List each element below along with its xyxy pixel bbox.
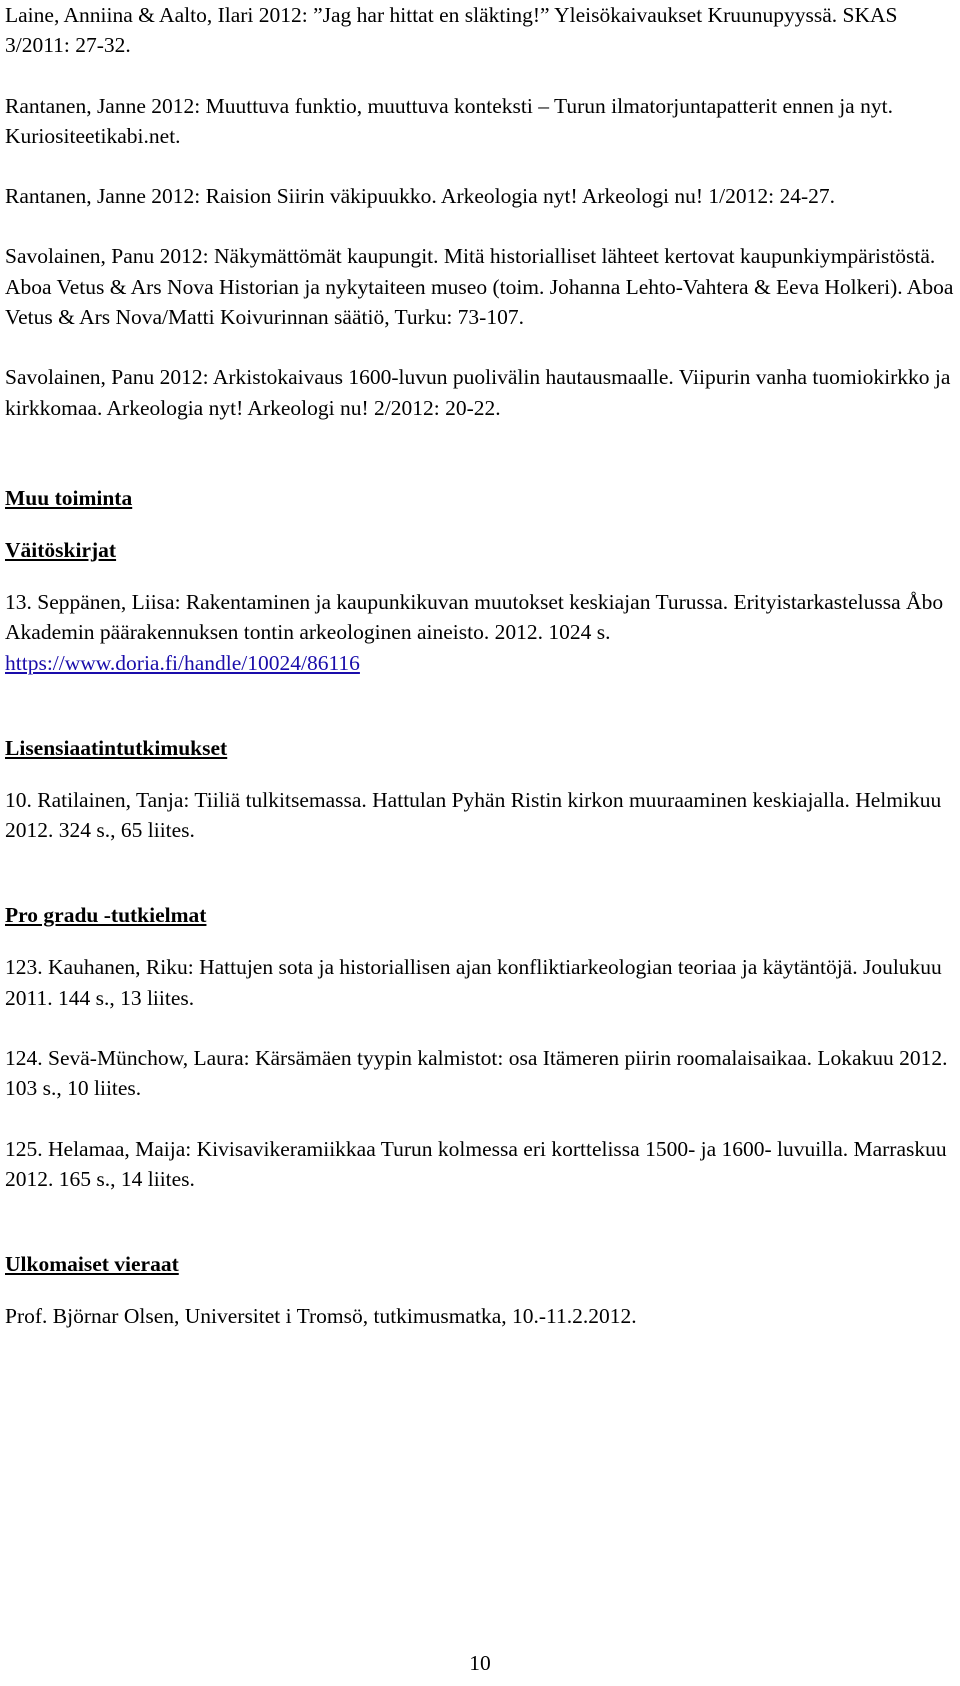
reference-entry: Savolainen, Panu 2012: Näkymättömät kaupungit. Mitä historialliset lähteet kertovat kaupunkiympäristöstä. Aboa Vetus & Ars Nova Historian ja nykytaiteen museo (toim. Johanna Lehto-Vahtera & Eeva Holkeri). Aboa Vetus & Ars Nova/Matti Koivurinnan säätiö, Turku: 73-107. <box>5 244 954 330</box>
reference-entry: Savolainen, Panu 2012: Arkistokaivaus 1600-luvun puolivälin hautausmaalle. Viipurin vanha tuomiokirkko ja kirkkomaa. Arkeologia nyt! Arkeologi nu! 2/2012: 20-22. <box>5 365 951 420</box>
subheading-dissertations: Väitöskirjat <box>5 537 117 562</box>
subheading-masters: Pro gradu -tutkielmat <box>5 903 207 928</box>
dissertation-entry <box>5 587 955 678</box>
masters-entry: 124. Sevä-Münchow, Laura: Kärsämäen tyypin kalmistot: osa Itämeren piirin roomalaisaikaa. Lokakuu 2012. 103 s., 10 liites. <box>5 1046 948 1101</box>
page-number: 10 <box>469 1651 491 1675</box>
reference-list <box>5 0 955 423</box>
masters-entry: 123. Kauhanen, Riku: Hattujen sota ja historiallisen ajan konfliktiarkeologian teoriaa ja käytäntöjä. Joulukuu 2011. 144 s., 13 liites. <box>5 955 942 1010</box>
visitor-entry: Prof. Björnar Olsen, Universitet i Tromsö, tutkimusmatka, 10.-11.2.2012. <box>5 1304 637 1329</box>
dissertation-text: 13. Seppänen, Liisa: Rakentaminen ja kaupunkikuvan muutokset keskiajan Turussa. Erityistarkastelussa Åbo Akademin päärakennuksen tontin arkeologinen aineisto. 2012. 1024 s. <box>5 589 944 645</box>
document-page <box>5 0 955 1332</box>
reference-entry: Laine, Anniina & Aalto, Ilari 2012: ”Jag har hittat en släkting!” Yleisökaivaukset Kruunupyyssä. SKAS 3/2011: 27-32. <box>5 3 898 58</box>
reference-entry: Rantanen, Janne 2012: Muuttuva funktio, muuttuva konteksti – Turun ilmatorjuntapatterit ennen ja nyt. Kuriositeetikabi.net. <box>5 93 893 148</box>
dissertation-link[interactable]: https://www.doria.fi/handle/10024/86116 <box>5 650 360 675</box>
subheading-visitors: Ulkomaiset vieraat <box>5 1252 179 1277</box>
reference-entry: Rantanen, Janne 2012: Raision Siirin väkipuukko. Arkeologia nyt! Arkeologi nu! 1/2012: 24-27. <box>5 184 836 209</box>
section-heading-muu-toiminta: Muu toiminta <box>5 485 133 510</box>
masters-entry: 125. Helamaa, Maija: Kivisavikeramiikkaa Turun kolmessa eri korttelissa 1500- ja 1600- luvuilla. Marraskuu 2012. 165 s., 14 liites. <box>5 1136 947 1191</box>
licentiate-entry: 10. Ratilainen, Tanja: Tiiliä tulkitsemassa. Hattulan Pyhän Ristin kirkon muuraaminen keskiajalla. Helmikuu 2012. 324 s., 65 liites. <box>5 787 942 843</box>
subheading-licentiate: Lisensiaatintutkimukset <box>5 735 228 760</box>
